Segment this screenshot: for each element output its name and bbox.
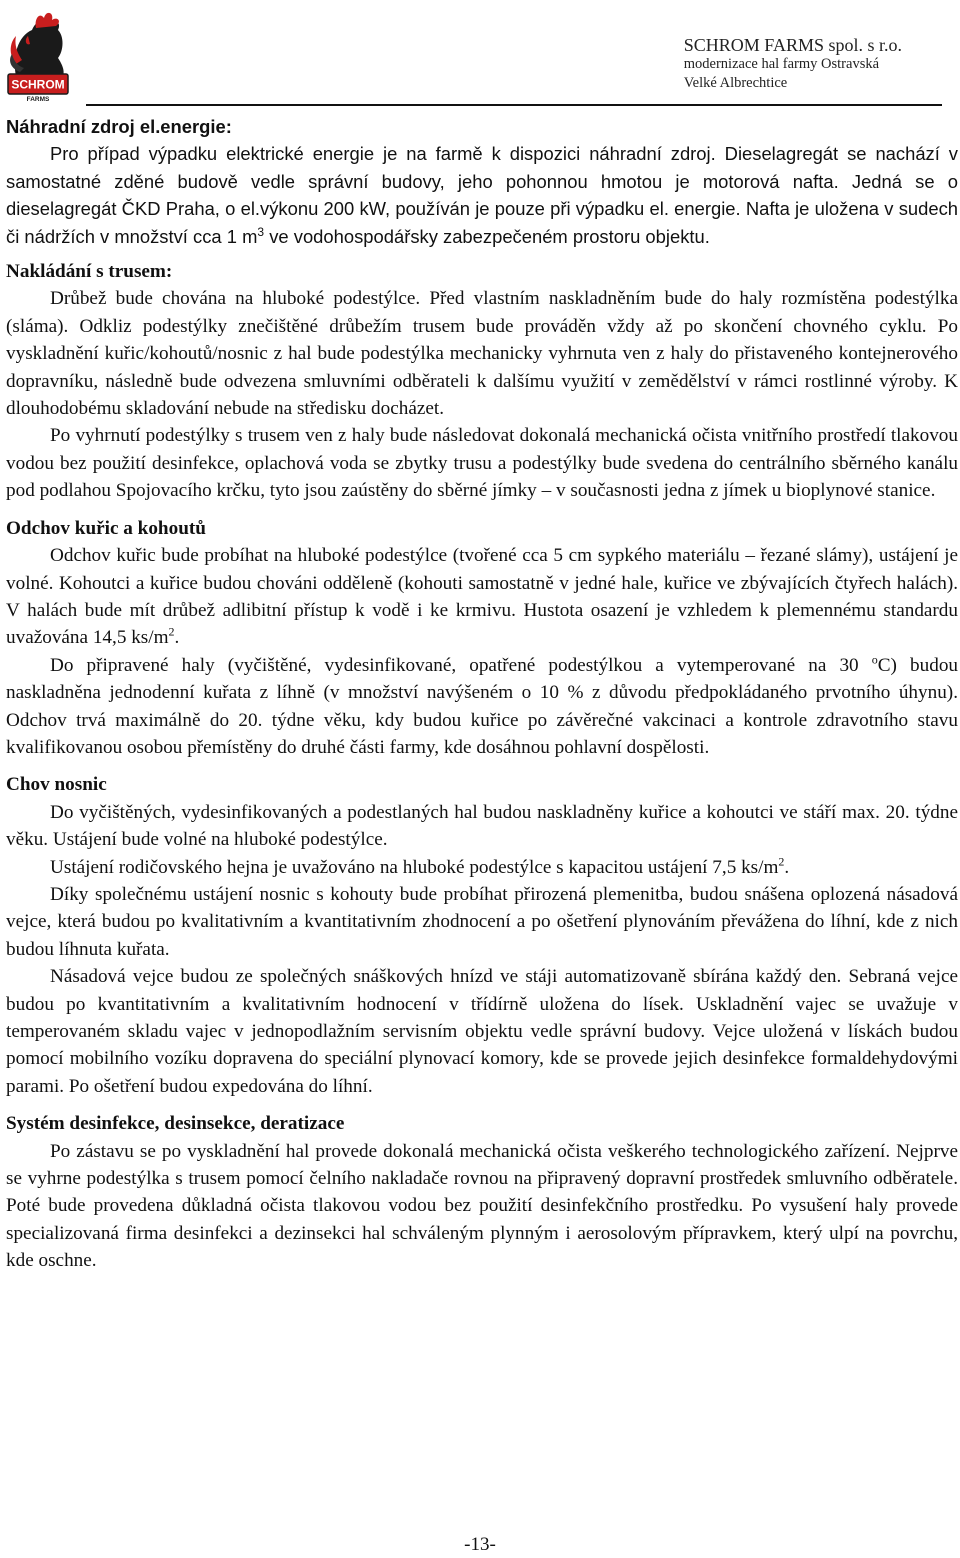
section-heading-laying-hens: Chov nosnic [6, 774, 107, 796]
section-heading-manure: Nakládání s trusem: [6, 261, 173, 283]
paragraph-laying-4: Násadová vejce budou ze společných snáškových hnízd ve stáji automatizovaně sbírána každý den. Sebraná vejce budou po kvantitativním a kvalitativním hodnocení v třídírně uložena do lísek. Uskladnění vajec se uvažuje v temperovaném skladu vajec v jednopodlažním servisním objektu vedle správní budovy. Vejce uložená v lískách budou pomocí mobilního vozíku dopravena do speciální plynovací komory, kde se provede jejich desinfekce formaldehydovými parami. Po ošetření budou expedována do líhní. [6, 966, 958, 1097]
page-number: -13- [464, 1534, 496, 1555]
paragraph-laying-3: Díky společnému ustájení nosnic s kohouty bude probíhat přirozená plemenitba, budou snášena oplozená násadová vejce, která budou po kvalitativním a kvantitativním zhodnocení a po ošetření plynováním převážena do líhní, kde z nich budou líhnuta kuřata. [6, 883, 958, 960]
paragraph-text: Pro případ výpadku elektrické energie je na farmě k dispozici náhradní zdroj. Dieselagregát se nachází v samostatné zděné budově vedle správní budovy, jeho pohonnou hmotou je motorová nafta. Jedná se o dieselagregát ČKD Praha, o el.výkonu 200 kW, používán je pouze při výpadku el. energie. Nafta je uložena v sudech či nádržích v množství cca 1 m [6, 143, 958, 247]
page-header [0, 0, 960, 108]
paragraph-rearing-1 [6, 542, 958, 652]
paragraph-disinfection: Po zástavu se po vyskladnění hal provede dokonalá mechanická očista veškerého technologického zařízení. Nejprve se vyhrne podestýlka s trusem pomocí čelního nakladače rovnou na připravený dopravní prostředek smluvního odběratele. Poté bude provedena důkladná očista tlakovou vodou bez použití desinfekčního prostředku. Po vysušení haly provede specializovaná firma desinfekci a dezinsekci hal schváleným plynným i aerosolovým přípravkem, který ulpí na povrchu, kde oschne. [6, 1140, 958, 1272]
company-info [684, 36, 902, 93]
svg-text:FARMS: FARMS [26, 96, 50, 103]
company-name: SCHROM FARMS spol. s r.o. [683, 35, 902, 55]
paragraph-text: Odchov kuřic bude probíhat na hluboké podestýlce (tvořené cca 5 cm sypkého materiálu – řezané slámy), ustájení je volné. Kohoutci a kuřice budou chováni odděleně (kohouti samostatně v jedné hale, kuřice ve zbývajících čtyřech halách). V halách bude mít drůbež adlibitní přístup k vodě i ke krmivu. Hustota osazení je vzhledem k plemennému standardu uvažována 14,5 ks/m [6, 545, 958, 649]
paragraph-text: . [174, 627, 180, 649]
paragraph-text: Do připravené haly (vyčištěné, vydesinfikované, opatřené podestýlkou a vytemperované na 30 [50, 654, 872, 676]
paragraph-text: . [784, 856, 790, 878]
document-body [6, 113, 958, 1275]
header-divider [86, 104, 942, 106]
superscript: o [871, 652, 878, 667]
paragraph-text: C) budou naskladněna jednodenní kuřata z líhně (v množství navýšeném o 10 % z důvodu předpokládaného prvotního úhynu). Odchov trvá maximálně do 20. týdne věku, kdy budou kuřice po závěrečné vakcinaci a kontrole zdravotního stavu kvalifikovanou osobou přemístěny do druhé části farmy, kde dosáhnou pohlavní dospělosti. [6, 654, 958, 758]
schrom-farms-logo [6, 6, 70, 104]
paragraph-text: ve vodohospodářsky zabezpečeném prostoru objektu. [264, 225, 710, 247]
paragraph-text: Ustájení rodičovského hejna je uvažováno na hluboké podestýlce s kapacitou ustájení 7,5 ks/m [50, 856, 779, 878]
section-heading-rearing: Odchov kuřic a kohoutů [6, 517, 206, 539]
paragraph-laying-2 [6, 854, 958, 881]
paragraph-manure-2: Po vyhrnutí podestýlky s trusem ven z haly bude následovat dokonalá mechanická očista vnitřního prostředí tlakovou vodou bez použití desinfekce, oplachová voda se zbytky trusu a podestýlky bude svedena do centrálního sběrného kanálu pod podlahou Spojovacího krčku, tyto jsou zaústěny do sběrné jímky – v současnosti jedna z jímek u bioplynové stanice. [6, 425, 958, 502]
paragraph-rearing-2 [6, 652, 958, 762]
paragraph-backup-power [6, 140, 958, 250]
section-heading-backup-power: Náhradní zdroj el.energie: [6, 116, 232, 137]
superscript: 3 [257, 224, 265, 239]
superscript: 2 [168, 624, 175, 639]
project-location: Velké Albrechtice [683, 75, 788, 91]
section-heading-disinfection: Systém desinfekce, desinsekce, deratizace [6, 1113, 345, 1135]
project-name: modernizace hal farmy Ostravská [683, 56, 880, 72]
svg-text:SCHROM: SCHROM [11, 77, 65, 92]
superscript: 2 [778, 854, 785, 869]
paragraph-manure-1: Drůbež bude chována na hluboké podestýlce. Před vlastním naskladněním bude do haly rozmístěna podestýlka (sláma). Odkliz podestýlky znečištěné drůbežím trusem bude prováděn vždy až po skončení chovného cyklu. Po vyskladnění kuřic/kohoutů/nosnic z hal bude podestýlka mechanicky vyhrnuta ven z haly do přistaveného kontejnerového dopravníku, následně bude odvezena smluvními odběrateli k dalšímu využití v zemědělství v rámci rostlinné výroby. K dlouhodobému skladování nebude na středisku docházet. [6, 288, 958, 420]
paragraph-laying-1: Do vyčištěných, vydesinfikovaných a podestlaných hal budou naskladněny kuřice a kohoutci ve stáří max. 20. týdne věku. Ustájení bude volné na hluboké podestýlce. [6, 801, 958, 851]
